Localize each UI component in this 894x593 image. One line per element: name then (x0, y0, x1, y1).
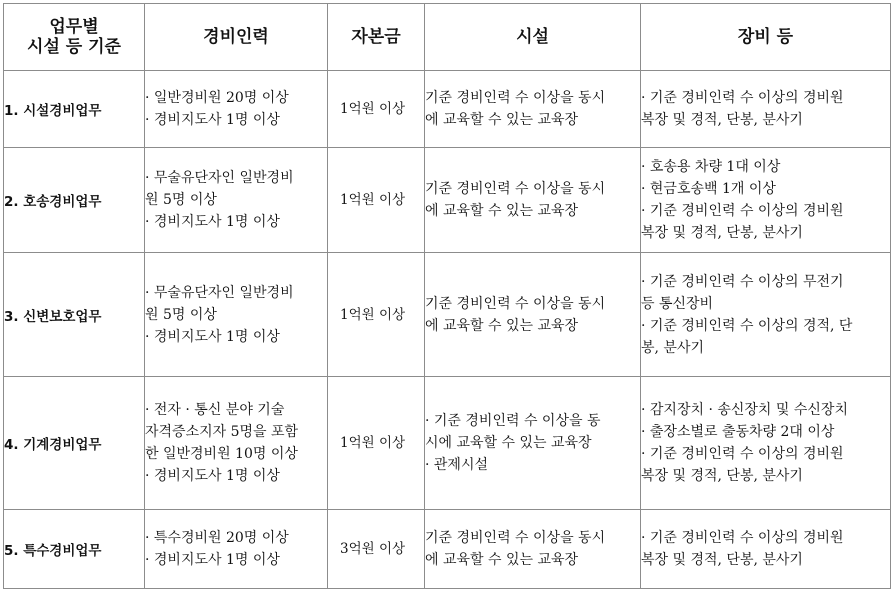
row-equipment (641, 377, 891, 510)
row-facility (425, 253, 641, 377)
row-equipment (641, 253, 891, 377)
personnel-line: 원 5명 이상 (145, 306, 217, 323)
personnel-line: · 전자 · 통신 분야 기술 (145, 402, 285, 418)
row-personnel (145, 377, 328, 510)
personnel-line: · 특수경비원 20명 이상 (145, 530, 289, 546)
facility-line: · 관제시설 (425, 457, 488, 473)
facility-line: 시에 교육할 수 있는 교육장 (425, 435, 592, 451)
personnel-line: · 경비지도사 1명 이상 (145, 468, 280, 484)
equipment-line: 봉, 분사기 (641, 339, 704, 356)
facility-line: 에 교육할 수 있는 교육장 (425, 317, 579, 334)
table-row (4, 253, 891, 377)
facility-line: 에 교육할 수 있는 교육장 (425, 203, 579, 219)
equipment-line: · 기준 경비인력 수 이상의 경비원 (641, 446, 844, 462)
table-row (4, 377, 891, 510)
personnel-line: · 무술유단자인 일반경비 (145, 284, 294, 301)
facility-line: 기준 경비인력 수 이상을 동시 (425, 530, 606, 546)
row-category: 3. 신변보호업무 (4, 253, 145, 377)
table-row (4, 71, 891, 148)
row-category: 1. 시설경비업무 (4, 71, 145, 148)
equipment-line: · 기준 경비인력 수 이상의 경비원 (641, 90, 844, 106)
row-equipment (641, 71, 891, 148)
equipment-line: · 출장소별로 출동차량 2대 이상 (641, 424, 835, 440)
personnel-line: 원 5명 이상 (145, 192, 217, 208)
equipment-line: 복장 및 경적, 단봉, 분사기 (641, 468, 803, 484)
equipment-line: · 현금호송백 1개 이상 (641, 181, 776, 197)
equipment-line: 복장 및 경적, 단봉, 분사기 (641, 112, 803, 128)
personnel-line: 한 일반경비원 10명 이상 (145, 446, 298, 462)
row-facility (425, 148, 641, 253)
requirements-table (3, 3, 891, 589)
header-capital-label: 자본금 (351, 27, 401, 47)
header-category-line-1: 업무별 (49, 17, 99, 37)
equipment-line: · 기준 경비인력 수 이상의 경적, 단 (641, 317, 853, 334)
table-row (4, 510, 891, 589)
row-facility (425, 510, 641, 589)
header-facility (425, 4, 641, 71)
row-personnel (145, 510, 328, 589)
row-facility (425, 71, 641, 148)
facility-line: · 기준 경비인력 수 이상을 동 (425, 413, 601, 429)
header-equipment-label: 장비 등 (737, 27, 794, 47)
row-capital: 1억원 이상 (328, 71, 425, 148)
header-row (4, 4, 891, 71)
row-category: 5. 특수경비업무 (4, 510, 145, 589)
row-equipment (641, 148, 891, 253)
header-category (4, 4, 145, 71)
equipment-line: · 기준 경비인력 수 이상의 경비원 (641, 530, 844, 546)
facility-line: 에 교육할 수 있는 교육장 (425, 552, 579, 568)
header-personnel-label: 경비인력 (203, 27, 269, 47)
facility-line: 기준 경비인력 수 이상을 동시 (425, 90, 606, 106)
row-category: 4. 기계경비업무 (4, 377, 145, 510)
table-row (4, 148, 891, 253)
row-capital: 1억원 이상 (328, 377, 425, 510)
equipment-line: 등 통신장비 (641, 295, 714, 312)
personnel-line: · 경비지도사 1명 이상 (145, 214, 280, 230)
personnel-line: · 경비지도사 1명 이상 (145, 328, 280, 345)
facility-line: 기준 경비인력 수 이상을 동시 (425, 295, 606, 312)
row-facility (425, 377, 641, 510)
row-capital: 1억원 이상 (328, 253, 425, 377)
row-category: 2. 호송경비업무 (4, 148, 145, 253)
header-personnel (145, 4, 328, 71)
equipment-line: · 호송용 차량 1대 이상 (641, 159, 781, 175)
facility-line: 기준 경비인력 수 이상을 동시 (425, 181, 606, 197)
facility-line: 에 교육할 수 있는 교육장 (425, 112, 579, 128)
personnel-line: 자격증소지자 5명을 포함 (145, 424, 299, 440)
personnel-line: · 일반경비원 20명 이상 (145, 90, 289, 106)
equipment-line: 복장 및 경적, 단봉, 분사기 (641, 552, 803, 568)
header-equipment (641, 4, 891, 71)
header-capital (328, 4, 425, 71)
row-capital: 1억원 이상 (328, 148, 425, 253)
personnel-line: · 경비지도사 1명 이상 (145, 552, 280, 568)
personnel-line: · 경비지도사 1명 이상 (145, 112, 280, 128)
row-equipment (641, 510, 891, 589)
row-personnel (145, 71, 328, 148)
header-category-line-2: 시설 등 기준 (27, 37, 121, 57)
row-personnel (145, 148, 328, 253)
row-personnel (145, 253, 328, 377)
personnel-line: · 무술유단자인 일반경비 (145, 170, 294, 186)
row-capital: 3억원 이상 (328, 510, 425, 589)
equipment-line: 복장 및 경적, 단봉, 분사기 (641, 225, 803, 241)
equipment-line: · 기준 경비인력 수 이상의 무전기 (641, 273, 844, 290)
equipment-line: · 감지장치 · 송신장치 및 수신장치 (641, 402, 848, 418)
header-facility-label: 시설 (516, 27, 549, 47)
equipment-line: · 기준 경비인력 수 이상의 경비원 (641, 203, 844, 219)
